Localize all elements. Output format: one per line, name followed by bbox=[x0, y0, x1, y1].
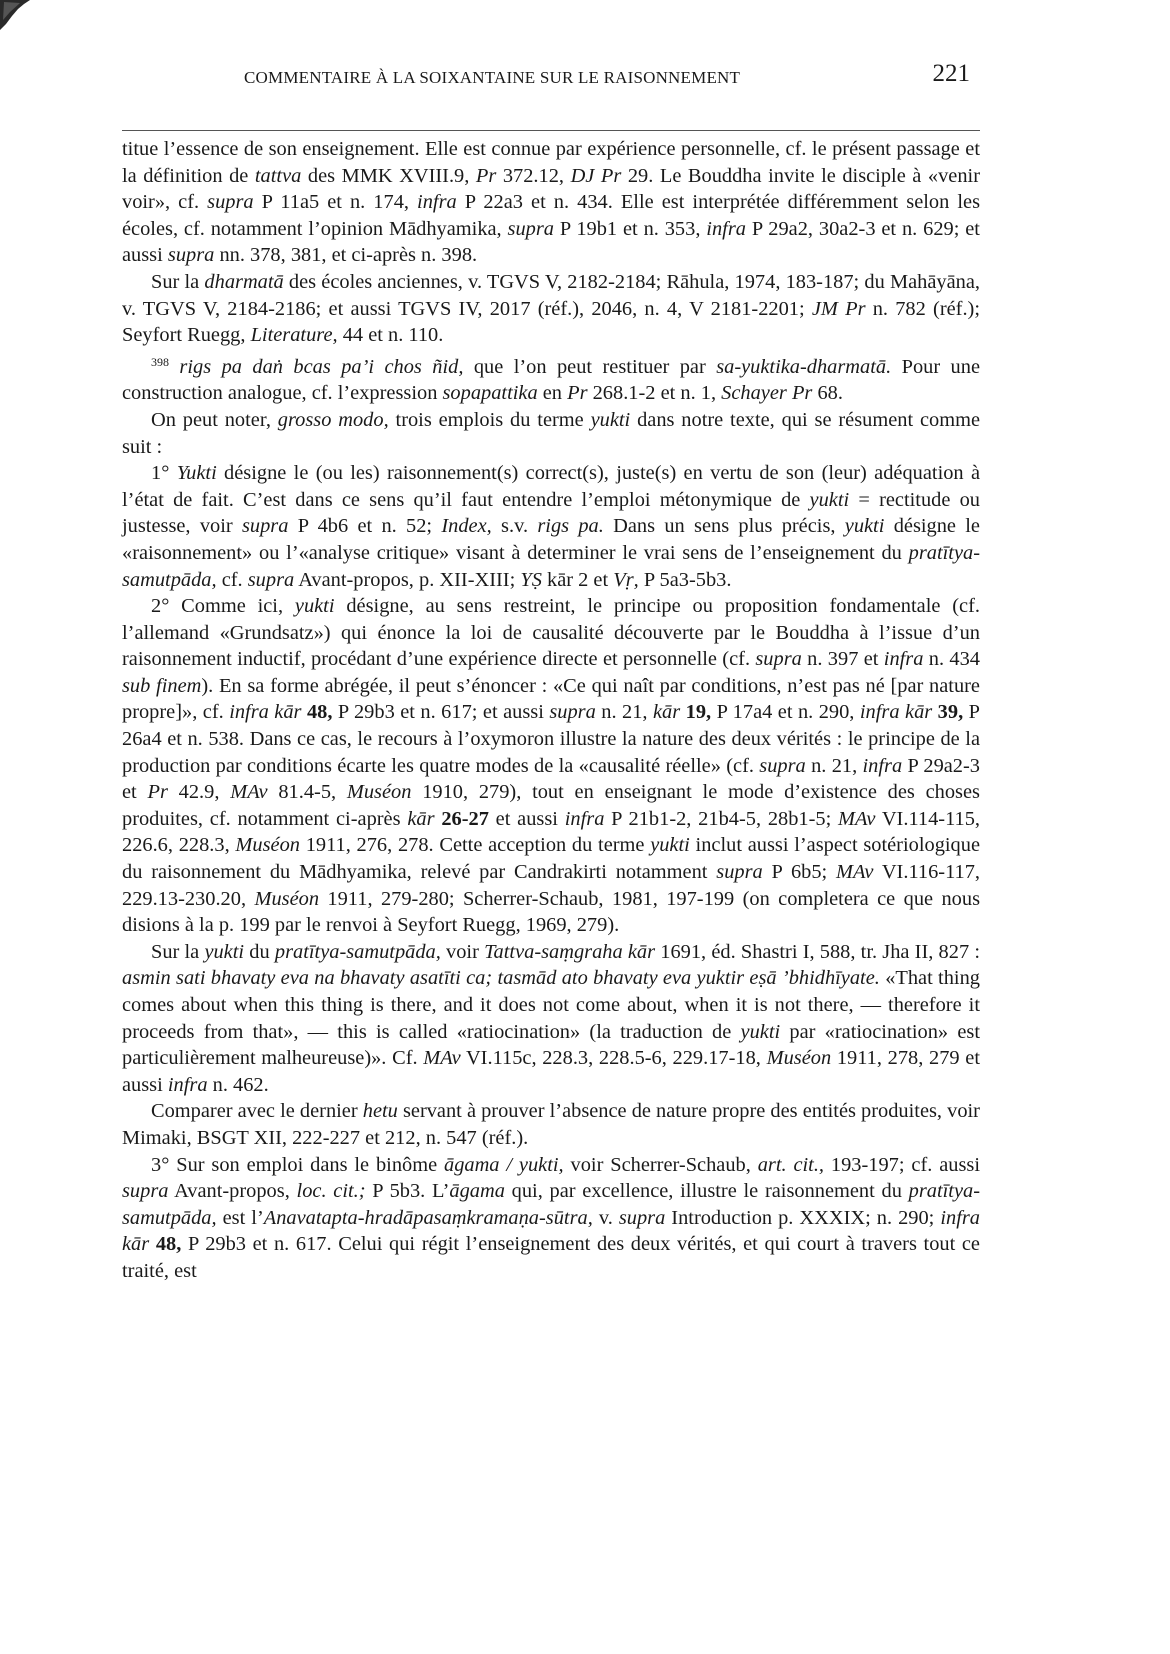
paragraph-yukti-uses: On peut noter, grosso modo, trois emplois du terme yukti dans notre texte, qui se résument comme suit : bbox=[122, 408, 980, 458]
paragraph-continuation: titue l’essence de son enseignement. Elle est connue par expérience personnelle, cf. le présent passage et la définition de tattva des MMK XVIII.9, Pr 372.12, DJ Pr 29. Le Bouddha invite le disciple à «venir voir», cf. supra P 11a5 et n. 174, infra P 22a3 et n. 434. Elle est interprétée différemment selon les écoles, cf. notamment l’opinion Mādhyamika, supra P 19b1 et n. 353, infra P 29a2, 30a2-3 et n. 629; et aussi supra nn. 378, 381, et ci-après n. 398. bbox=[122, 138, 980, 267]
running-header bbox=[122, 52, 978, 92]
paragraph-tattva-samgraha: Sur la yukti du pratītya-samutpāda, voir Tattva-saṃgraha kār 1691, éd. Shastri I, 588, tr. Jha II, 827 : asmin sati bhavaty eva na bhavaty asatīti ca; tasmād ato bhavaty eva yuktir eṣā ’bhidhīyate. «That thing comes about when this thing is there, and it does not come about, when it is not there, — therefore it proceeds from that», — this is called «ratiocination» (la traduction de yukti par «ratiocination» est particulièrement malheureuse)». Cf. MAv VI.115c, 228.3, 228.5-6, 229.17-18, Muséon 1911, 278, 279 et aussi infra n. 462. bbox=[122, 940, 980, 1096]
paragraph-hetu: Comparer avec le dernier hetu servant à prouver l’absence de nature propre des entités produites, voir Mimaki, BSGT XII, 222-227 et 212, n. 547 (réf.). bbox=[122, 1100, 980, 1149]
page-number: 221 bbox=[932, 60, 970, 87]
running-title: COMMENTAIRE À LA SOIXANTAINE SUR LE RAISONNEMENT bbox=[244, 68, 741, 87]
scan-corner-mark bbox=[0, 0, 34, 30]
paragraph-third-use: 3° Sur son emploi dans le binôme āgama / yukti, voir Scherrer-Schaub, art. cit., 193-197; cf. aussi supra Avant-propos, loc. cit.; P 5b3. L’āgama qui, par excellence, illustre le raisonnement du pratītya-samutpāda, est l’Anavatapta-hradāpasaṃkramaṇa-sūtra, v. supra Introduction p. XXXIX; n. 290; infra kār 48, P 29b3 et n. 617. Celui qui régit l’enseignement des deux vérités, et qui court à travers tout ce traité, est bbox=[122, 1153, 981, 1282]
paragraph-first-use: 1° Yukti désigne le (ou les) raisonnement(s) correct(s), juste(s) en vertu de son (leur) adéquation à l’état de fait. C’est dans ce sens qu’il faut entendre l’emploi métonymique de yukti = rectitude ou justesse, voir supra P 4b6 et n. 52; Index, s.v. rigs pa. Dans un sens plus précis, yukti désigne le «raisonnement» ou l’«analyse critique» visant à determiner le vrai sens de l’enseignement du pratītya-samutpāda, cf. supra Avant-propos, p. XII-XIII; YṢ kār 2 et Vṛ, P 5a3-5b3. bbox=[122, 462, 981, 591]
paragraph-second-use: 2° Comme ici, yukti désigne, au sens restreint, le principe ou proposition fondamentale (cf. l’allemand «Grundsatz») qui énonce la loi de causalité découverte par le Bouddha à l’issue d’un raisonnement inductif, procédant d’une expérience directe et personnelle (cf. supra n. 397 et infra n. 434 sub finem). En sa forme abrégée, il peut s’énoncer : «Ce qui naît par conditions, n’est pas né [par nature propre]», cf. infra kār 48, P 29b3 et n. 617; et aussi supra n. 21, kār 19, P 17a4 et n. 290, infra kār 39, P 26a4 et n. 538. Dans ce cas, le recours à l’oxymoron illustre la nature des deux vérités : le principe de la production par conditions écarte les quatre modes de la «causalité réelle» (cf. supra n. 21, infra P 29a2-3 et Pr 42.9, MAv 81.4-5, Muséon 1910, 279), tout en enseignant le mode d’existence des choses produites, cf. notamment ci-après kār 26-27 et aussi infra P 21b1-2, 21b4-5, 28b1-5; MAv VI.114-115, 226.6, 228.3, Muséon 1911, 276, 278. Cette acception du terme yukti inclut aussi l’aspect sotériologique du raisonnement du Mādhyamika, relevé par Candrakirti notamment supra P 6b5; MAv VI.116-117, 229.13-230.20, Muséon 1911, 279-280; Scherrer-Schaub, 1981, 197-199 (on completera ce que nous disions à la p. 199 par le renvoi à Seyfort Ruegg, 1969, 279). bbox=[122, 595, 981, 937]
header-rule bbox=[122, 130, 980, 131]
footnote-number: 398 bbox=[151, 354, 169, 369]
footnote-398: $^{398}$ rigs pa daṅ bcas pa’i chos ñid, que l’on peut restituer par sa-yuktika-dharmatā. Pour une construction analogue, cf. l’expression sopapattika en Pr 268.1-2 et n. 1, Schayer Pr 68. bbox=[122, 354, 980, 405]
body-text bbox=[122, 136, 980, 1285]
paragraph-dharmata: Sur la dharmatā des écoles anciennes, v. TGVS V, 2182-2184; Rāhula, 1974, 183-187; du Mahāyāna, v. TGVS V, 2184-2186; et aussi TGVS IV, 2017 (réf.), 2046, n. 4, V 2181-2201; JM Pr n. 782 (réf.); Seyfort Ruegg, Literature, 44 et n. 110. bbox=[122, 270, 980, 347]
